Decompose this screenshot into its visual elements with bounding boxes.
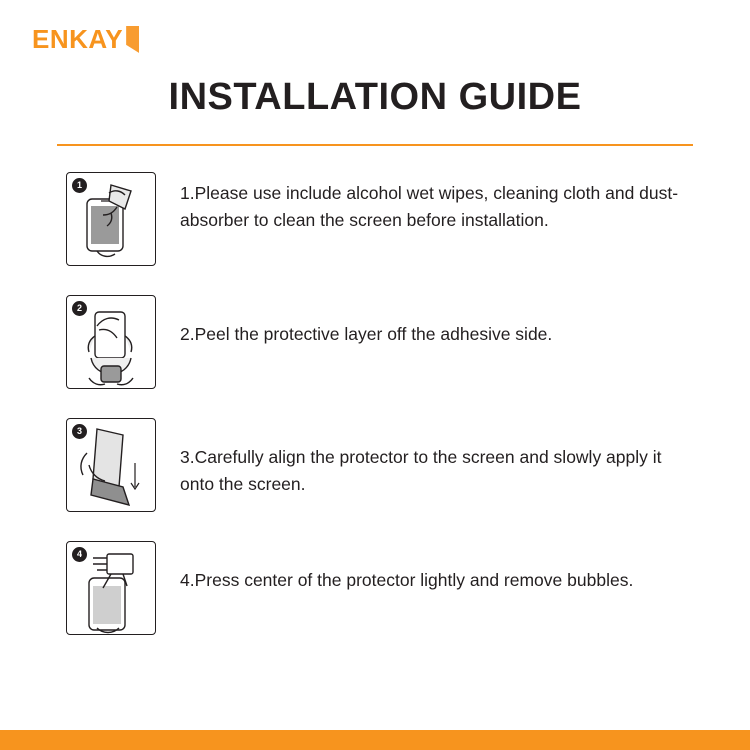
brand-name: ENKAY [32,24,124,54]
step-text: 3.Carefully align the protector to the screen and slowly apply it onto the screen. [180,447,662,495]
footer-accent-bar [0,730,750,750]
list-item [0,418,750,512]
list-item [0,295,750,389]
press-center-squeegee-icon [66,541,156,635]
list-item [0,541,750,635]
step-text: 2.Peel the protective layer off the adhesive side. [180,324,553,344]
peel-protective-layer-icon [66,295,156,389]
step-badge: 1 [72,178,87,193]
title-divider [57,144,693,146]
step-text: 1.Please use include alcohol wet wipes, cleaning cloth and dust-absorber to clean the screen before installation. [180,183,679,231]
step-badge: 2 [72,301,87,316]
phone-cleaning-wipe-icon [66,172,156,266]
steps-list [0,172,750,663]
flag-icon [126,26,139,53]
list-item [0,172,750,266]
step-badge: 3 [72,424,87,439]
step-text: 4.Press center of the protector lightly and remove bubbles. [180,570,634,590]
brand-logo [32,26,139,53]
align-protector-icon [66,418,156,512]
page-title: INSTALLATION GUIDE [168,76,582,118]
step-badge: 4 [72,547,87,562]
